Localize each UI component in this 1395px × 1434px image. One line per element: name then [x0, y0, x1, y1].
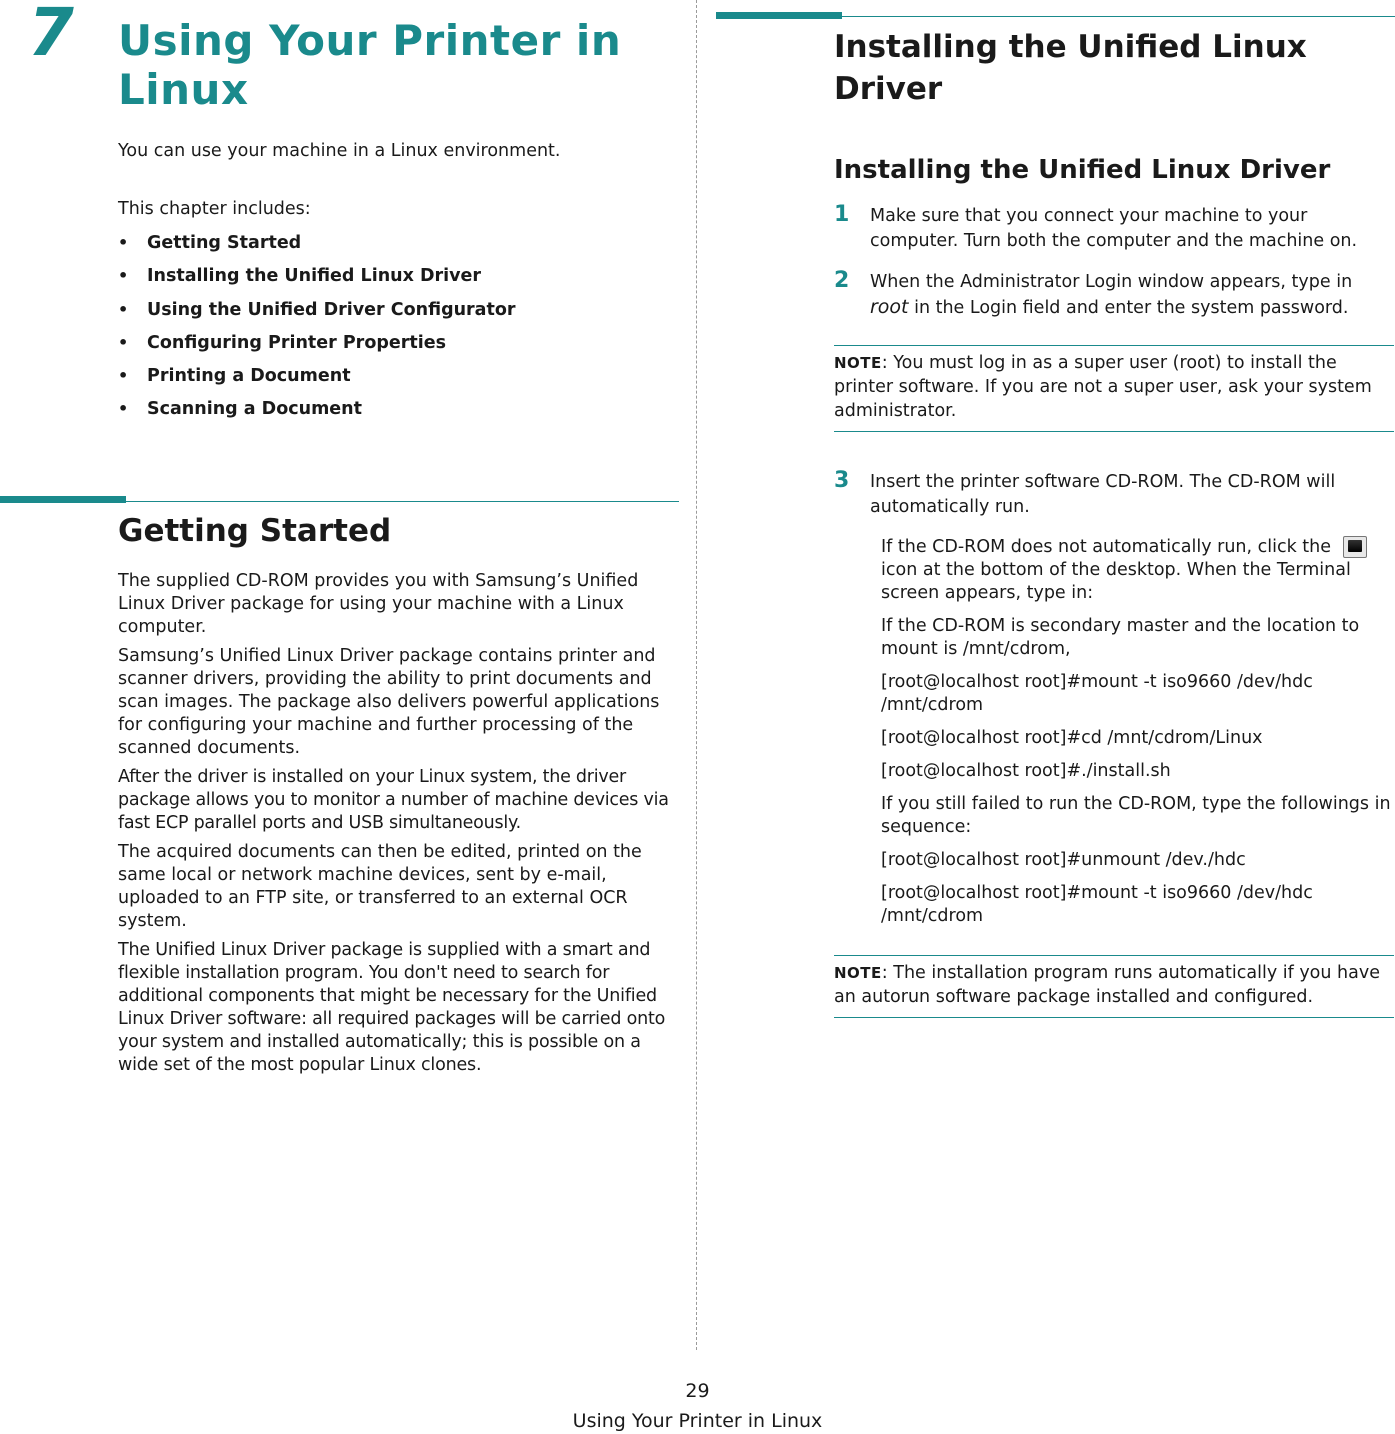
bullet-icon: •: [118, 299, 129, 319]
page-number: 29: [685, 1380, 710, 1402]
bullet-icon: •: [118, 266, 129, 286]
step-1: [834, 204, 1374, 254]
bullet-icon: •: [118, 233, 129, 252]
column-divider: [696, 0, 697, 1350]
step-text: Insert the printer software CD-ROM. The CD-ROM will automatically run.: [870, 472, 1336, 517]
paragraph: If the CD-ROM is secondary master and the location to mount is /mnt/cdrom,: [881, 616, 1360, 659]
bullet-icon: •: [118, 366, 129, 386]
chapter-toc: [118, 231, 516, 431]
bullet-icon: •: [118, 332, 129, 352]
step-number: 3: [834, 468, 850, 493]
toc-item: • Getting Started: [118, 233, 302, 253]
paragraph: The Unified Linux Driver package is supplied with a smart and flexible installation program. You don't need to search for additional components that might be necessary for the Unified Linux Driver software: all required packages will be carried onto your system and installed automatically; this is possible on a wide set of the most popular Linux clones.: [118, 940, 666, 1075]
step-2: [834, 270, 1374, 321]
section-rule: [0, 496, 126, 503]
step-number: 2: [834, 268, 850, 293]
command-line: [root@localhost root]#mount -t iso9660 /dev/hdc /mnt/cdrom: [881, 883, 1313, 926]
toc-item: • Configuring Printer Properties: [118, 332, 447, 353]
toc-item: • Printing a Document: [118, 366, 351, 387]
command-line: [root@localhost root]#cd /mnt/cdrom/Linux: [881, 728, 1263, 748]
note-label: NOTE: [834, 354, 882, 372]
toc-item: • Installing the Unified Linux Driver: [118, 266, 482, 287]
step-number: 1: [834, 202, 850, 227]
paragraph: The acquired documents can then be edited, printed on the same local or network machine devices, sent by e-mail, uploaded to an FTP site, or transferred to an external OCR system.: [118, 842, 642, 931]
paragraph: If you still failed to run the CD-ROM, type the followings in sequence:: [881, 794, 1391, 837]
root-keyword: root: [870, 296, 909, 318]
terminal-icon[interactable]: [1343, 536, 1367, 558]
step-text: When the Administrator Login window appears, type in root in the Login field and enter the system password.: [870, 272, 1353, 318]
includes-label: This chapter includes:: [118, 199, 311, 219]
command-line: [root@localhost root]#./install.sh: [881, 761, 1171, 781]
note-box: [834, 345, 1394, 432]
note-box: [834, 955, 1394, 1018]
command-line: [root@localhost root]#mount -t iso9660 /dev/hdc /mnt/cdrom: [881, 672, 1313, 715]
toc-item: • Scanning a Document: [118, 399, 362, 420]
section-rule-thin: [126, 501, 679, 502]
section-rule: [716, 12, 842, 19]
paragraph: The supplied CD-ROM provides you with Samsung’s Unified Linux Driver package for using your machine with a Linux computer.: [118, 571, 639, 637]
getting-started-body: [118, 570, 678, 1083]
footer-title: Using Your Printer in Linux: [572, 1410, 823, 1432]
section-rule-thin: [842, 16, 1395, 17]
step-3: [834, 470, 1374, 520]
getting-started-heading: Getting Started: [118, 513, 392, 549]
note-text: : The installation program runs automatically if you have an autorun software package installed and configured.: [834, 963, 1380, 1007]
chapter-number: 7: [28, 0, 74, 71]
toc-item: • Using the Unified Driver Configurator: [118, 299, 516, 320]
cdrom-instructions: [881, 536, 1391, 938]
installing-subheading: Installing the Unified Linux Driver: [834, 155, 1331, 185]
note-text: : You must log in as a super user (root) to install the printer software. If you are not a super user, ask your system administrator.: [834, 353, 1372, 421]
chapter-title: Using Your Printer in Linux: [118, 16, 622, 114]
paragraph: After the driver is installed on your Linux system, the driver package allows you to monitor a number of machine devices via fast ECP parallel ports and USB simultaneously.: [118, 767, 669, 833]
bullet-icon: •: [118, 399, 129, 419]
chapter-intro: You can use your machine in a Linux environment.: [118, 141, 561, 161]
paragraph: If the CD-ROM does not automatically run, click the icon at the bottom of the desktop. When the Terminal screen appears, type in:: [881, 536, 1391, 605]
installing-heading: Installing the Unified Linux Driver: [834, 29, 1307, 107]
step-text: Make sure that you connect your machine to your computer. Turn both the computer and the machine on.: [870, 206, 1358, 251]
command-line: [root@localhost root]#unmount /dev./hdc: [881, 850, 1246, 870]
note-label: NOTE: [834, 964, 882, 982]
paragraph: Samsung’s Unified Linux Driver package contains printer and scanner drivers, providing the ability to print documents and scan images. The package also delivers powerful applications for configuring your machine and further processing of the scanned documents.: [118, 646, 660, 758]
